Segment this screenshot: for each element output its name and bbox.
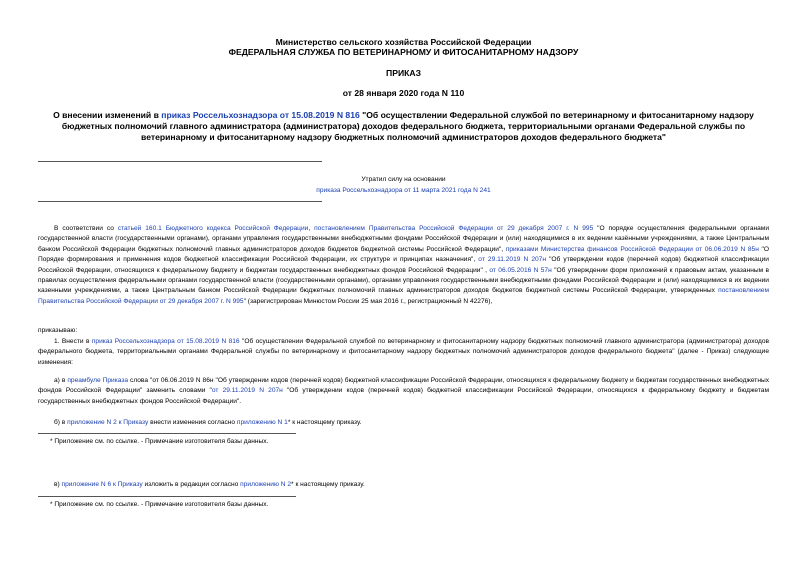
text: "Об утверждении кодов (перечней кодов) бюджетной классификации Российской Федерации, относящихся к федеральному бюджету и бюджетам государственных внебюджетных фондов Российской Федерации" , (38, 256, 769, 274)
footnote-1: * Приложение см. по ссылке. - Примечание изготовителя базы данных. (50, 438, 269, 445)
order-word: приказываю: (38, 327, 78, 334)
appendix-1-link[interactable]: приложению N 1 (236, 419, 288, 426)
title-rest: "Об осуществлении Федеральной службой по ветеринарному и фитосанитарному надзору бюджетных полномочий главного администратора (администратора) доходов федерального бюджета, территориальными органами Федеральной службы по ветеринарному и фитосанитарному надзору бюджетных полномочий администраторов доходов федерального бюджета" (61, 110, 754, 142)
preamble-link[interactable]: преамбуле Приказа (67, 377, 129, 384)
text: 1. Внести в (54, 338, 92, 345)
lost-force-note: Утратил силу на основании (361, 176, 446, 183)
text: "Об утверждении кодов (перечней кодов) бюджетной классификации Российской Федерации, относящихся к федеральному бюджету и бюджетам государственных внебюджетных фондов Российской Федерации". (38, 387, 769, 405)
minfin-order-207n-link[interactable]: от 29.11.2019 N 207н (478, 256, 546, 264)
government-resolution-link[interactable]: постановлением Правительства Российской Федерации от 29 декабря 2007 г. N 995 (314, 225, 594, 232)
document-date-number: от 28 января 2020 года N 110 (342, 88, 465, 98)
footnote-2: * Приложение см. по ссылке. - Примечание изготовителя базы данных. (50, 501, 269, 508)
appendix-2-link[interactable]: приложение N 2 к Приказу (67, 419, 149, 426)
text: слова "от 06.06.2019 N 86н "Об утверждении кодов (перечней кодов) бюджетной классификации Российской Федерации, относящихся к федеральному бюджету и бюджетам государственных внебюджетных фондов Российской Федерации" заменить словами " (38, 377, 770, 395)
appendix-6-link[interactable]: приложение N 6 к Приказу (61, 481, 143, 488)
text: б) в (54, 419, 68, 426)
budget-code-link[interactable]: статьей 160.1 Бюджетного кодекса Российской Федерации (117, 225, 309, 232)
item-1-order-link[interactable]: приказ Россельхознадзора от 15.08.2019 N 816 (91, 338, 240, 345)
ministry-name: Министерство сельского хозяйства Российской Федерации (275, 37, 532, 47)
government-resolution-link-2[interactable]: постановлением Правительства Российской Федерации от 29 декабря 2007 г. N 995 (38, 287, 769, 305)
footnote-divider-2 (38, 496, 296, 497)
text: В соответствии со (54, 225, 118, 232)
title-order-link[interactable]: приказ Россельхознадзора от 15.08.2019 N 816 (161, 110, 360, 120)
document-title (40, 110, 767, 143)
text: "Об утверждении форм приложений к правовым актам, указанным в правилах осуществления федеральными органами государственной власти (государственными органами), органами управления государственными внебюджетными фондами Российской Федерации и (или) находящимися в их ведении казенными учреждениями, а также Центральным банком Российской Федерации бюджетных полномочий главных администраторов доходов бюджетов бюджетной системы Российской Федерации, утвержденных (38, 266, 770, 295)
title-prefix: О внесении изменений в (53, 110, 162, 120)
item-1 (38, 337, 769, 368)
minfin-order-57n-link[interactable]: от 06.05.2016 N 57н (489, 266, 552, 274)
divider-top (38, 161, 322, 162)
lost-force-link[interactable]: приказа Россельхознадзора от 11 марта 2021 года N 241 (316, 187, 491, 194)
minfin-order-85n-link[interactable]: приказами Министерства финансов Российской Федерации от 06.06.2019 N 85н (505, 245, 759, 253)
text: " (зарегистрирован Минюстом России 25 мая 2016 г., регистрационный N 42276), (243, 297, 493, 305)
preamble-paragraph (38, 224, 769, 307)
text: "О порядке осуществления федеральными органами государственной власти (государственными органами), органами управления государственными внебюджетными фондами Российской Федерации и (или) находящимися в их ведении казёнными учреждениями, а также Центральным банком Российской Федерации бюджетных полномочий главных администраторов доходов бюджетов бюджетной системы Российской Федерации", (38, 225, 770, 253)
service-name: ФЕДЕРАЛЬНАЯ СЛУЖБА ПО ВЕТЕРИНАРНОМУ И ФИТОСАНИТАРНОМУ НАДЗОРУ (228, 47, 579, 57)
text: * к настоящему приказу. (287, 419, 362, 426)
text: "О Порядке формирования и применения кодов бюджетной классификации Российской Федерации, их структуре и принципах назначения", (38, 245, 769, 264)
footnote-divider-1 (38, 433, 296, 434)
item-v (38, 480, 769, 490)
text: изложить в редакции согласно (142, 481, 241, 488)
divider-bottom (38, 201, 322, 202)
text: "Об осуществлении Федеральной службой по ветеринарному и фитосанитарному надзору бюджетных полномочий главного администратора (администратора) доходов федерального бюджета, территориальными органами Федеральной службы по ветеринарному и фитосанитарному надзору бюджетных полномочий администраторов доходов федерального бюджета" (далее - Приказ) следующие изменения: (38, 338, 769, 366)
appendix-2-new-link[interactable]: приложению N 2 (240, 481, 292, 488)
text: * к настоящему приказу. (291, 481, 365, 488)
item-b (38, 418, 769, 428)
text: внести изменения согласно (148, 419, 237, 426)
document-type: ПРИКАЗ (386, 68, 421, 78)
item-a (38, 376, 769, 407)
text: в) (54, 481, 62, 488)
text: , (308, 225, 315, 232)
order-207n-link[interactable]: от 29.11.2019 N 207н (211, 387, 283, 395)
text: а) в (54, 377, 68, 384)
